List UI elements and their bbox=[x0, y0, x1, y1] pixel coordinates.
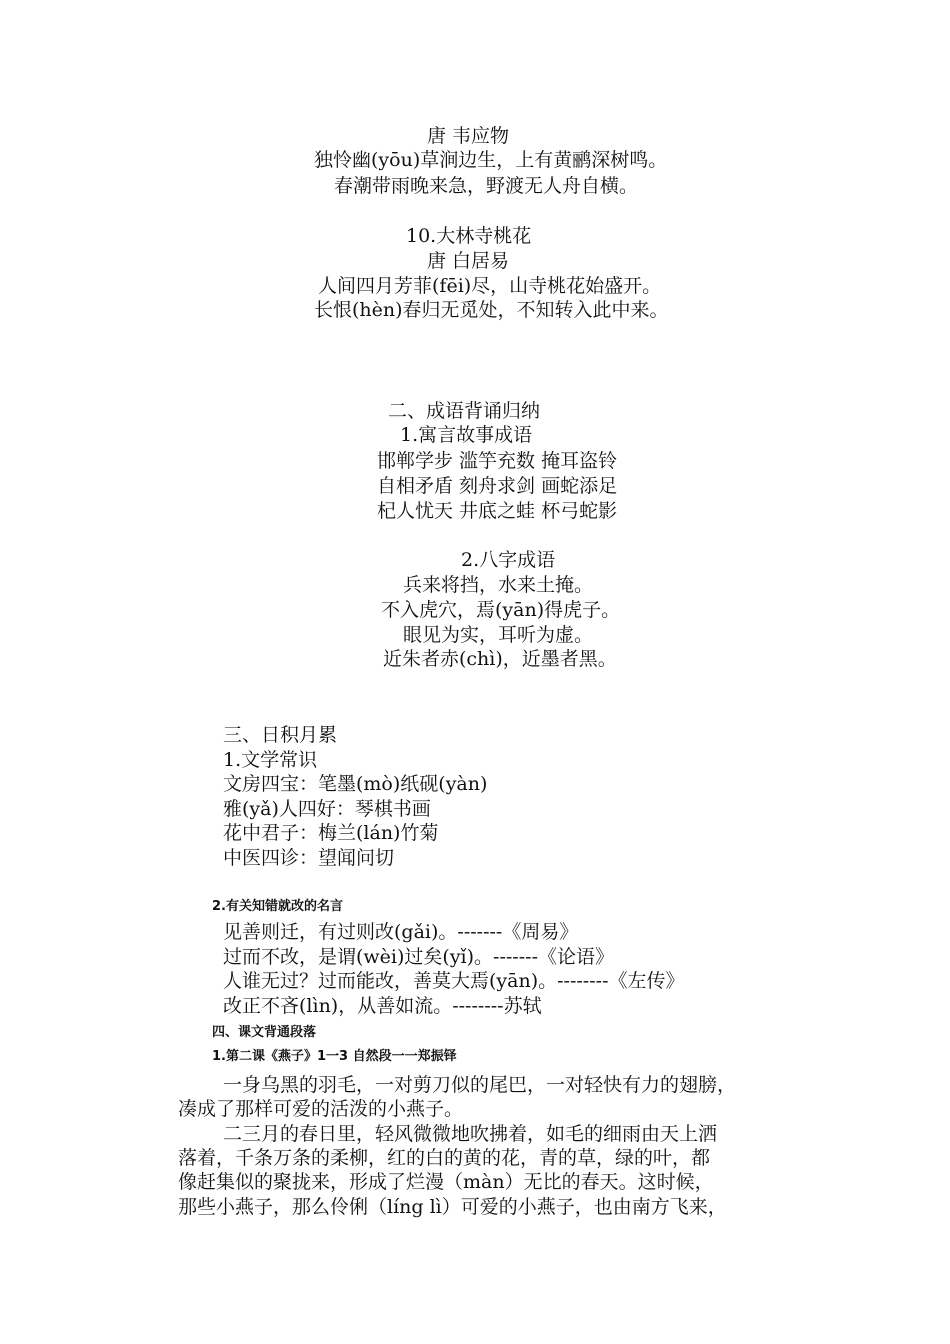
eight-char-idiom: 兵来将挡，水来土掩。 bbox=[403, 574, 594, 596]
eight-char-idiom: 近朱者赤(chì)，近墨者黑。 bbox=[383, 648, 617, 670]
poem10-author: 唐 白居易 bbox=[427, 250, 510, 272]
poem10-line1: 人间四月芳菲(fēi)尽，山寺桃花始盛开。 bbox=[318, 275, 662, 297]
quote-line: 人谁无过？过而能改，善莫大焉(yān)。--------《左传》 bbox=[223, 970, 685, 992]
para1-line: 凑成了那样可爱的活泼的小燕子。 bbox=[178, 1098, 464, 1120]
poem9-line2: 春潮带雨晚来急，野渡无人舟自横。 bbox=[334, 175, 639, 197]
literature-item: 文房四宝：笔墨(mò)纸砚(yàn) bbox=[223, 773, 488, 795]
section4-sub1: 1.第二课《燕子》1一3 自然段一一郑振铎 bbox=[212, 1049, 457, 1064]
quote-line: 改正不吝(lìn)，从善如流。--------苏轼 bbox=[223, 995, 542, 1017]
para2-line: 落着，千条万条的柔柳，红的白的黄的花，青的草，绿的叶，都 bbox=[178, 1147, 711, 1169]
para1-line: 一身乌黑的羽毛，一对剪刀似的尾巴，一对轻快有力的翅膀， bbox=[223, 1074, 737, 1096]
literature-item: 雅(yǎ)人四好：琴棋书画 bbox=[223, 798, 431, 820]
idiom-row: 杞人忧天 井底之蛙 杯弓蛇影 bbox=[377, 500, 618, 522]
para2-line: 二三月的春日里，轻风微微地吹拂着，如毛的细雨由天上洒 bbox=[223, 1123, 718, 1145]
section4-heading: 四、课文背通段落 bbox=[212, 1025, 317, 1040]
poem10-line2: 长恨(hèn)春归无觅处，不知转入此中来。 bbox=[314, 299, 669, 321]
quote-line: 过而不改，是谓(wèi)过矣(yǐ)。-------《论语》 bbox=[223, 946, 614, 968]
para2-line: 像赶集似的聚拢来，形成了烂漫（màn）无比的春天。这时候， bbox=[178, 1171, 714, 1193]
para2-line: 那些小燕子，那么伶俐（líng lì）可爱的小燕子，也由南方飞来， bbox=[178, 1196, 727, 1218]
literature-item: 花中君子：梅兰(lán)竹菊 bbox=[223, 822, 439, 844]
poem10-title: 10.大林寺桃花 bbox=[406, 225, 532, 247]
poem9-author: 唐 韦应物 bbox=[427, 125, 510, 147]
section2-sub1: 1.寓言故事成语 bbox=[400, 424, 533, 446]
literature-item: 中医四诊：望闻问切 bbox=[223, 847, 395, 869]
eight-char-idiom: 眼见为实，耳听为虚。 bbox=[403, 624, 594, 646]
section3-sub1: 1.文学常识 bbox=[223, 749, 318, 771]
section3-sub2: 2.有关知错就改的名言 bbox=[212, 899, 343, 914]
idiom-row: 邯郸学步 滥竽充数 掩耳盗铃 bbox=[377, 450, 618, 472]
section2-sub2: 2.八字成语 bbox=[461, 549, 556, 571]
eight-char-idiom: 不入虎穴，焉(yān)得虎子。 bbox=[381, 599, 621, 621]
section3-heading: 三、日积月累 bbox=[223, 724, 338, 746]
poem9-line1: 独怜幽(yōu)草涧边生，上有黄鹂深树鸣。 bbox=[314, 149, 668, 171]
section2-heading: 二、成语背诵归纳 bbox=[388, 400, 541, 422]
idiom-row: 自相矛盾 刻舟求剑 画蛇添足 bbox=[377, 475, 618, 497]
quote-line: 见善则迁，有过则改(gǎi)。-------《周易》 bbox=[223, 921, 579, 943]
